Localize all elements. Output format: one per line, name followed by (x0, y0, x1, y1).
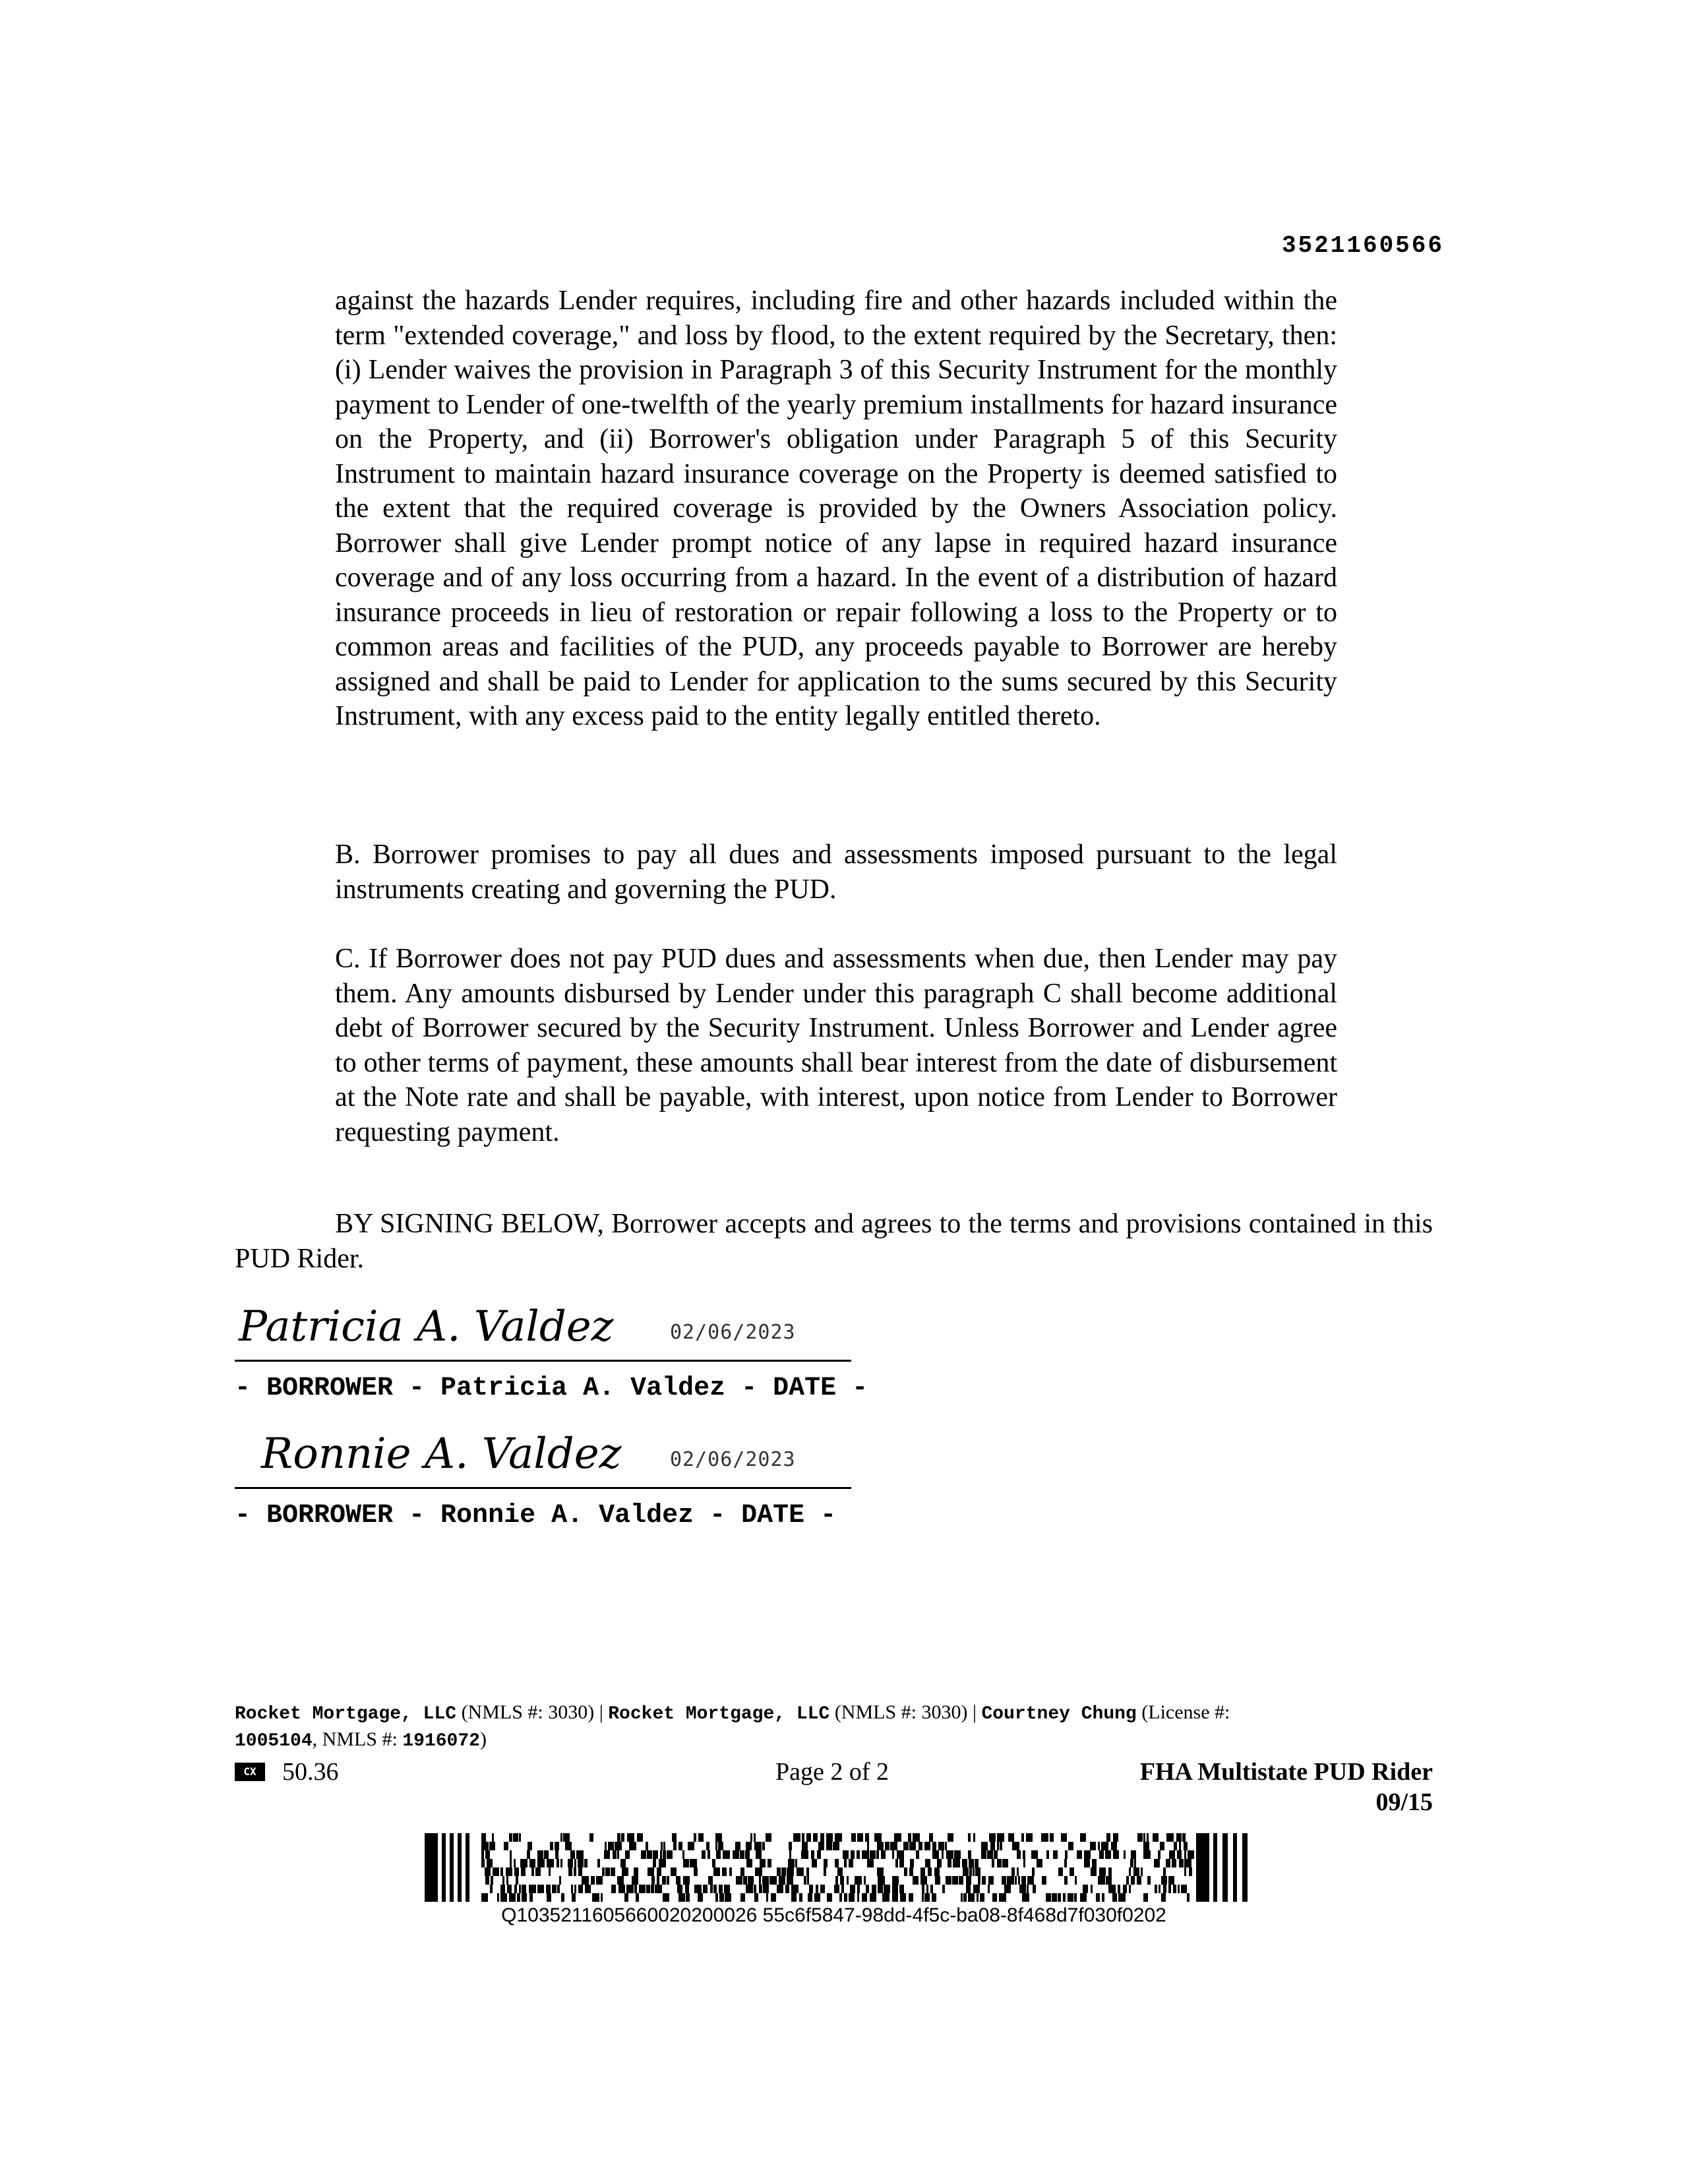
form-name: FHA Multistate PUD Rider (1139, 1758, 1433, 1786)
lender-disclosure (235, 1700, 1435, 1754)
license-label: (License #: (1141, 1701, 1230, 1723)
cx-icon: CX (235, 1763, 265, 1781)
separator: | (599, 1701, 603, 1723)
lender-nmls: (NMLS #: 3030) (461, 1701, 595, 1723)
signature-patricia: Patricia A. Valdez (239, 1302, 614, 1351)
signature-date: 02/06/2023 (670, 1448, 796, 1471)
lender-name: Rocket Mortgage, LLC (235, 1704, 457, 1724)
signature-date: 02/06/2023 (670, 1321, 796, 1344)
loan-officer-name: Courtney Chung (981, 1704, 1137, 1724)
signature-caption: - BORROWER - Patricia A. Valdez - DATE - (235, 1374, 868, 1403)
signature-line (235, 1360, 851, 1362)
signing-statement: BY SIGNING BELOW, Borrower accepts and agrees to the terms and provisions contained in this PUD Rider. (235, 1209, 1433, 1274)
nmls-label: , NMLS #: (312, 1728, 398, 1750)
paragraph-b-dues: B. Borrower promises to pay all dues and assessments imposed pursuant to the legal instruments creating and governing the PUD. (335, 839, 1337, 905)
paragraph-hazard-insurance: against the hazards Lender requires, including fire and other hazards included within the term "extended coverage," and loss by flood, to the extent required by the Secretary, then: (i) Lender waives the provision in Paragraph 3 of this Security Instrument for the monthly payment to Lender of one-twelfth of the yearly premium installments for hazard insurance on the Property, and (ii) Borrower's obligation under Paragraph 5 of this Security Instrument to maintain hazard insurance coverage on the Property is deemed satisfied to the extent that the required coverage is provided by the Owners Association policy. Borrower shall give Lender prompt notice of any lapse in required hazard insurance coverage and of any loss occurring from a hazard. In the event of a distribution of hazard insurance proceeds in lieu of restoration or repair following a loss to the Property or to common areas and facilities of the PUD, any proceeds payable to Borrower are hereby assigned and shall be paid to Lender for application to the sums secured by this Security Instrument, with any excess paid to the entity legally entitled thereto. (335, 286, 1337, 731)
signature-caption: - BORROWER - Ronnie A. Valdez - DATE - (235, 1501, 837, 1531)
form-version: 50.36 (282, 1758, 339, 1786)
nmls-number: 1916072 (402, 1731, 480, 1751)
paragraph-c-payment: C. If Borrower does not pay PUD dues and assessments when due, then Lender may pay them. Any amounts disbursed by Lender under this paragraph C shall become additional debt of Borrower secured by the Security Instrument. Unless Borrower and Lender agree to other terms of payment, these amounts shall bear interest from the date of disbursement at the Note rate and shall be payable, with interest, upon notice from Lender to Borrower requesting payment. (335, 944, 1337, 1147)
signature-line (235, 1487, 851, 1489)
form-footer (235, 1757, 1433, 1816)
separator: | (972, 1701, 977, 1723)
page-number: Page 2 of 2 (775, 1758, 889, 1786)
barcode-text: Q1035211605660020200026 55c6f5847-98dd-4f5c-ba08-8f468d7f030f0202 (501, 1904, 1166, 1926)
lender-name: Rocket Mortgage, LLC (608, 1704, 830, 1724)
license-number: 1005104 (235, 1731, 313, 1751)
lender-nmls: (NMLS #: 3030) (834, 1701, 968, 1723)
barcode (425, 1833, 1249, 1902)
signature-ronnie: Ronnie A. Valdez (261, 1430, 622, 1478)
loan-number: 3521160566 (1281, 232, 1444, 259)
form-date: 09/15 (1375, 1788, 1433, 1816)
close-paren: ) (479, 1728, 487, 1750)
